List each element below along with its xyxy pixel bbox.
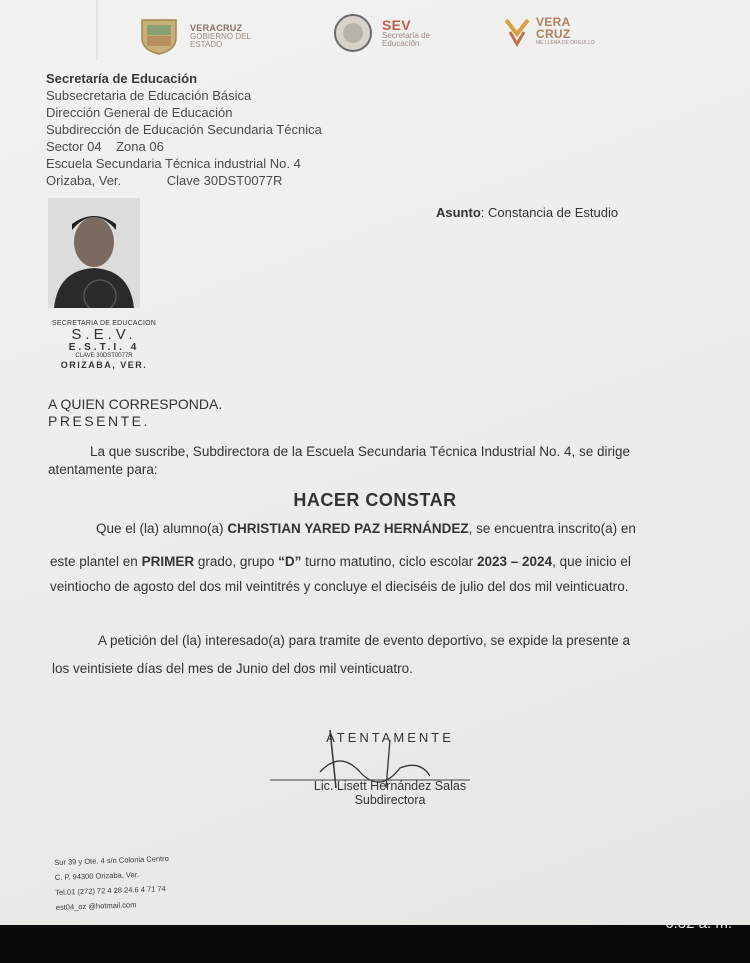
signature-block — [290, 730, 490, 807]
header-city: Orizaba, Ver. — [46, 173, 122, 188]
vera-cruz-logo-title: VERA CRUZ — [536, 15, 571, 41]
school-stamp — [44, 320, 164, 370]
text-run: turno matutino, ciclo escolar — [301, 554, 477, 569]
viewer-bottom-bar — [0, 925, 750, 963]
header-line: Subsecretaria de Educación Básica — [46, 88, 252, 103]
stamp-line: E.S.T.I. 4 — [68, 342, 140, 353]
paragraph-1-line — [96, 520, 636, 537]
vera-cruz-emblem-icon — [502, 14, 532, 48]
header-line: Sector 04 Zona 06 — [46, 139, 164, 154]
paragraph-2-line: los veintisiete días del mes de Junio del dos mil veinticuatro. — [52, 661, 413, 676]
sev-seal-icon — [330, 12, 376, 54]
sev-logo-title: SEV — [382, 17, 411, 33]
footer-line: C. P. 94300 Orizaba, Ver. — [54, 870, 139, 882]
status-time: 6:32 a. m. — [665, 915, 732, 932]
text-run: , que inicio el — [552, 554, 631, 569]
footer-address — [54, 851, 171, 915]
stamp-line: ORIZABA, VER. — [60, 360, 148, 370]
student-portrait-icon — [48, 198, 140, 308]
paragraph-1-line: veintiocho de agosto del dos mil veintitrés y concluye el dieciséis de julio del dos mil veinticuatro. — [50, 579, 629, 594]
greeting-line: PRESENTE. — [48, 413, 150, 429]
vera-cruz-logo — [502, 14, 595, 48]
text-run: grado, grupo — [194, 554, 279, 569]
veracruz-logo-subtitle: GOBIERNO DEL ESTADO — [190, 31, 251, 49]
student-photo — [48, 198, 140, 308]
subject-label: Asunto — [436, 205, 481, 220]
header-line: Subdirección de Educación Secundaria Técnica — [46, 122, 322, 137]
signer-name: Lic. Lisett Hernández Salas — [313, 779, 467, 793]
handwritten-signature-icon — [270, 710, 510, 790]
sev-logo — [330, 12, 442, 54]
footer-line: est04_oz @hotmail.com — [55, 900, 137, 912]
intro-line: atentamente para: — [48, 462, 158, 477]
veracruz-logo-title: VERACRUZ — [190, 22, 243, 33]
signer-role: Subdirectora — [354, 793, 426, 807]
header-line: Dirección General de Educación — [46, 105, 233, 120]
veracruz-logo — [134, 16, 270, 56]
vera-cruz-logo-subtitle: ME LLENA DE ORGULLO — [536, 40, 595, 46]
footer-line: Sur 39 y Ote. 4 s/n Colonia Centro — [54, 853, 170, 867]
text-run: , se encuentra inscrito(a) en — [468, 521, 636, 536]
paragraph-1-line — [50, 553, 631, 570]
group: “D” — [278, 554, 302, 569]
paper-fold — [96, 0, 98, 60]
header-line: Escuela Secundaria Técnica industrial No. 4 — [46, 156, 301, 171]
header-city-line — [46, 172, 322, 189]
closing-text: ATENTAMENTE — [326, 730, 454, 745]
subject-value: : Constancia de Estudio — [480, 205, 619, 220]
document-title: HACER CONSTAR — [293, 490, 457, 510]
paragraph-2-line: A petición del (la) interesado(a) para tramite de evento deportivo, se expide la presente a — [98, 633, 631, 648]
text-run: Que el (la) alumno(a) — [96, 521, 228, 536]
sev-logo-subtitle: Secretaría de Educación — [382, 31, 431, 48]
header-clave: Clave 30DST0077R — [166, 173, 283, 188]
footer-line: Tel.01 (272) 72 4 28 24.6 4 71 74 — [55, 884, 166, 897]
veracruz-shield-icon — [134, 16, 184, 56]
stamp-line: CLAVE 30DST0077R — [75, 353, 133, 359]
intro-line: La que suscribe, Subdirectora de la Escuela Secundaria Técnica Industrial No. 4, se dirige — [90, 444, 631, 459]
stamp-line: S.E.V. — [71, 326, 137, 343]
letterhead-block — [46, 70, 322, 189]
stamp-line: SECRETARIA DE EDUCACION — [51, 320, 157, 327]
header-line: Secretaría de Educación — [46, 71, 198, 86]
school-cycle: 2023 – 2024 — [477, 554, 553, 569]
student-name: CHRISTIAN YARED PAZ HERNÁNDEZ — [227, 521, 469, 536]
text-run: este plantel en — [50, 554, 142, 569]
grade: PRIMER — [141, 554, 195, 569]
greeting-line: A QUIEN CORRESPONDA. — [48, 396, 223, 412]
subject-line — [436, 205, 618, 220]
greeting — [48, 396, 222, 430]
